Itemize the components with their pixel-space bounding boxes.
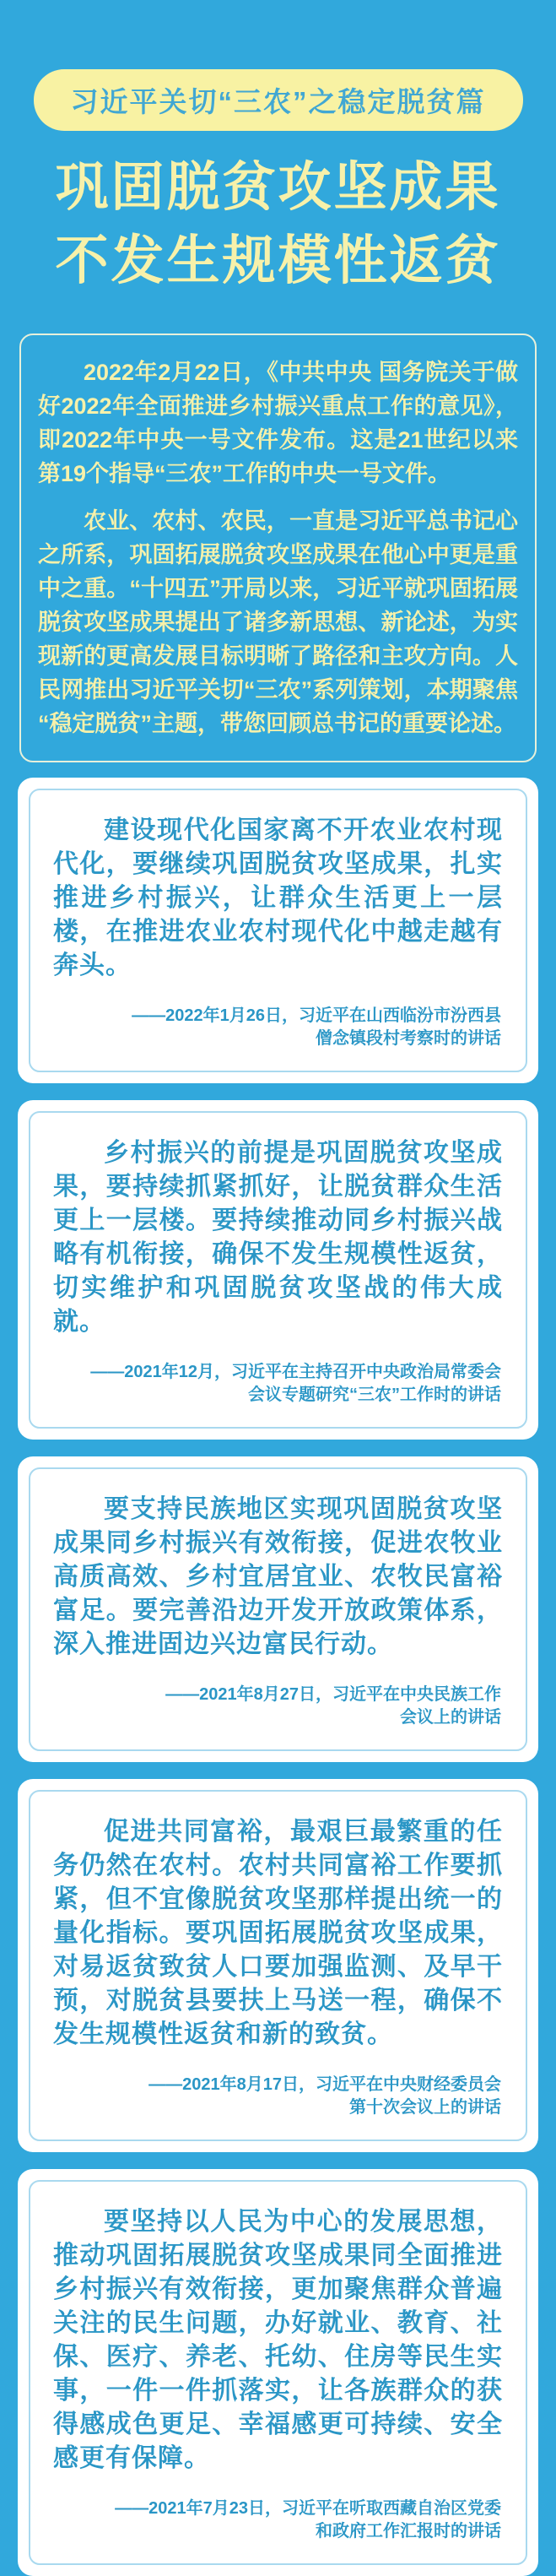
quote-card-3 <box>18 1456 538 1762</box>
quote-source <box>53 2497 501 2543</box>
quote-card-1-border <box>29 789 527 1072</box>
intro-box <box>19 334 537 762</box>
source-line: 会议上的讲话 <box>400 1708 501 1727</box>
quote-text: 要支持民族地区实现巩固脱贫攻坚成果同乡村振兴有效衔接，促进农牧业高质高效、乡村宜居宜业、农牧民富裕富足。要完善沿边开发开放政策体系，深入推进固边兴边富民行动。 <box>53 1495 503 1659</box>
quote-card-2-border <box>29 1111 527 1429</box>
quote-source <box>53 2074 501 2119</box>
title-line-2: 不发生规模性返贫 <box>55 231 501 290</box>
intro-paragraph-1: 2022年2月22日，《中共中央 国务院关于做好2022年全面推进乡村振兴重点工作的意见》，即2022年中央一号文件发布。这是21世纪以来第19个指导“三农”工作的中央一号文件。 <box>38 360 518 487</box>
source-line: 第十次会议上的讲话 <box>349 2098 501 2118</box>
intro-paragraph-2: 农业、农村、农民，一直是习近平总书记心之所系，巩固拓展脱贫攻坚成果在他心中更是重中之重。“十四五”开局以来，习近平就巩固拓展脱贫攻坚成果提出了诸多新思想、新论述，为实现新的更高发展目标明晰了路径和主攻方向。人民网推出习近平关切“三农”系列策划，本期聚焦“稳定脱贫”主题，带您回顾总书记的重要论述。 <box>38 508 518 737</box>
quote-source <box>53 1005 501 1050</box>
quote-text: 建设现代化国家离不开农业农村现代化，要继续巩固脱贫攻坚成果，扎实推进乡村振兴，让群众生活更上一层楼，在推进农业农村现代化中越走越有奔头。 <box>53 816 503 980</box>
quote-text: 要坚持以人民为中心的发展思想，推动巩固拓展脱贫攻坚成果同全面推进乡村振兴有效衔接，更加聚焦群众普遍关注的民生问题，办好就业、教育、社保、医疗、养老、托幼、住房等民生实事，一件一件抓落实，让各族群众的获得感成色更足、幸福感更可持续、安全感更有保障。 <box>53 2208 503 2473</box>
quote-card-2 <box>18 1100 538 1440</box>
source-line: ——2021年8月27日，习近平在中央民族工作 <box>165 1685 501 1705</box>
title-line-1: 巩固脱贫攻坚成果 <box>55 158 501 217</box>
source-line: ——2021年12月，习近平在主持召开中央政治局常委会 <box>90 1363 501 1382</box>
quote-source <box>53 1361 501 1407</box>
source-line: ——2021年8月17日，习近平在中央财经委员会 <box>148 2075 501 2095</box>
quote-text: 促进共同富裕，最艰巨最繁重的任务仍然在农村。农村共同富裕工作要抓紧，但不宜像脱贫攻坚那样提出统一的量化指标。要巩固拓展脱贫攻坚成果，对易返贫致贫人口要加强监测、及早干预，对脱贫县要扶上马送一程，确保不发生规模性返贫和新的致贫。 <box>53 1818 503 2049</box>
source-line: ——2022年1月26日，习近平在山西临汾市汾西县 <box>132 1006 501 1026</box>
series-badge: 习近平关切“三农”之稳定脱贫篇 <box>34 69 523 131</box>
quote-card-1 <box>18 778 538 1083</box>
quote-card-5 <box>18 2169 538 2576</box>
quote-card-3-border <box>29 1467 527 1751</box>
source-line: 和政府工作汇报时的讲话 <box>316 2522 501 2541</box>
source-line: 僧念镇段村考察时的讲话 <box>316 1029 501 1049</box>
source-line: 会议专题研究“三农”工作时的讲话 <box>248 1386 501 1405</box>
source-line: ——2021年7月23日，习近平在听取西藏自治区党委 <box>115 2499 501 2519</box>
quote-source <box>53 1684 501 1729</box>
quote-card-4 <box>18 1779 538 2152</box>
page-title <box>0 151 556 298</box>
quote-card-5-border <box>29 2180 527 2565</box>
quote-card-4-border <box>29 1790 527 2141</box>
quote-text: 乡村振兴的前提是巩固脱贫攻坚成果，要持续抓紧抓好，让脱贫群众生活更上一层楼。要持续推动同乡村振兴战略有机衔接，确保不发生规模性返贫，切实维护和巩固脱贫攻坚战的伟大成就。 <box>53 1139 503 1337</box>
